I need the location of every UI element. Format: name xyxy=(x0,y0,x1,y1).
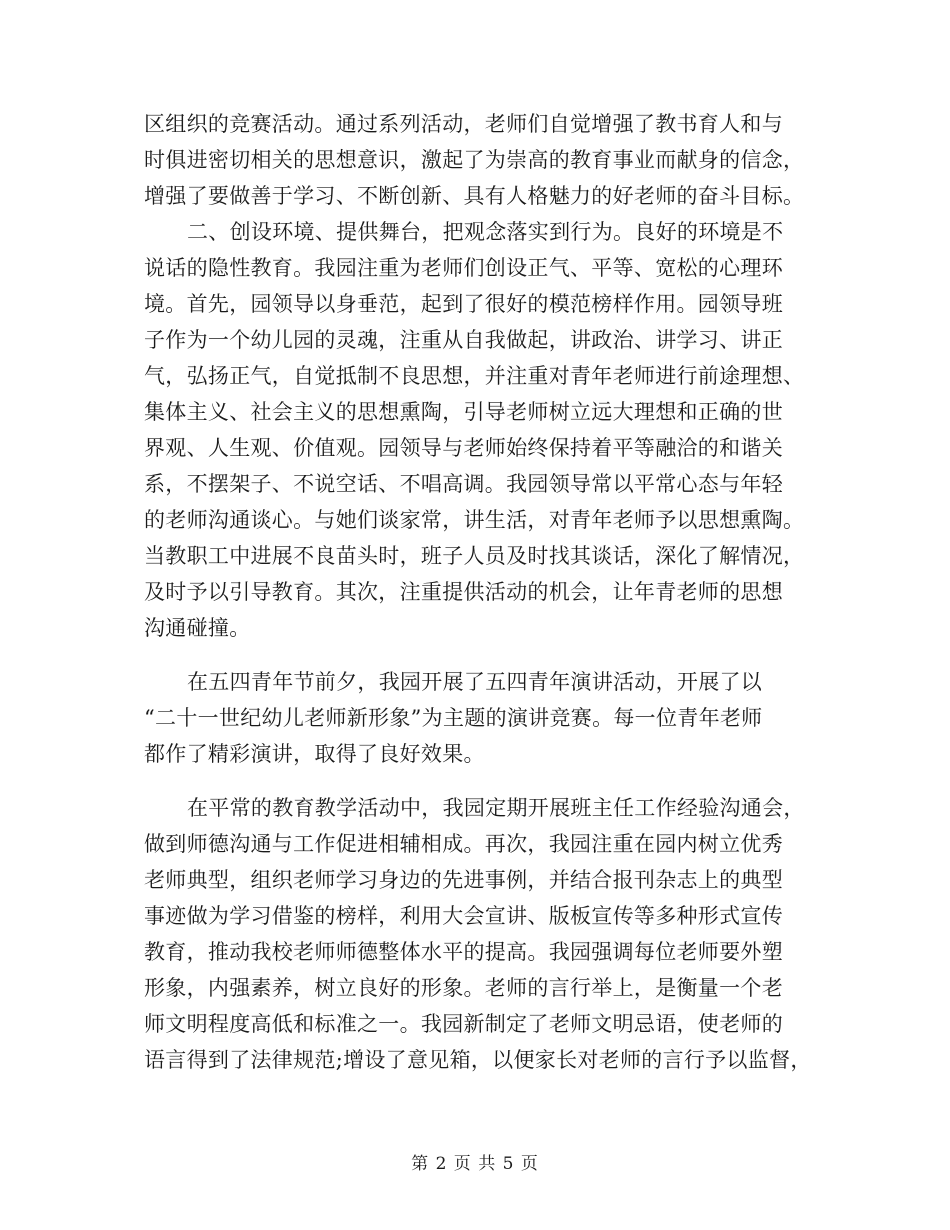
page-number-footer: 第 2 页 共 5 页 xyxy=(411,1154,539,1174)
text-line: 区组织的竞赛活动。通过系列活动，老师们自觉增强了教书育人和与 xyxy=(144,112,783,136)
text-line: 事迹做为学习借鉴的榜样，利用大会宣讲、版板宣传等多种形式宣传 xyxy=(144,904,783,928)
text-line: 沟通碰撞。 xyxy=(144,616,251,640)
text-line: 气，弘扬正气，自觉抵制不良思想，并注重对青年老师进行前途理想、 xyxy=(144,364,805,388)
text-line: 做到师德沟通与工作促进相辅相成。再次，我园注重在园内树立优秀 xyxy=(144,832,783,856)
text-line: 教育，推动我校老师师德整体水平的提高。我园强调每位老师要外塑 xyxy=(144,940,783,964)
text-line: 境。首先，园领导以身垂范，起到了很好的模范榜样作用。园领导班 xyxy=(144,292,783,316)
text-line: 集体主义、社会主义的思想熏陶，引导老师树立远大理想和正确的世 xyxy=(144,400,783,424)
text-line: “二十一世纪幼儿老师新形象”为主题的演讲竞赛。每一位青年老师 xyxy=(144,706,763,730)
text-line: 都作了精彩演讲，取得了良好效果。 xyxy=(144,742,485,766)
text-line: 当教职工中进展不良苗头时，班子人员及时找其谈话，深化了解情况， xyxy=(144,544,805,568)
text-line: 系，不摆架子、不说空话、不唱高调。我园领导常以平常心态与年轻 xyxy=(144,472,783,496)
text-line: 子作为一个幼儿园的灵魂，注重从自我做起，讲政治、讲学习、讲正 xyxy=(144,328,783,352)
text-line: 老师典型，组织老师学习身边的先进事例，并结合报刊杂志上的典型 xyxy=(144,868,783,892)
paragraph-start-line: 在平常的教育教学活动中，我园定期开展班主任工作经验沟通会， xyxy=(187,796,805,820)
text-line: 及时予以引导教育。其次，注重提供活动的机会，让年青老师的思想 xyxy=(144,580,783,604)
text-line: 时俱进密切相关的思想意识，激起了为崇高的教育事业而献身的信念， xyxy=(144,148,805,172)
paragraph-start-line: 在五四青年节前夕，我园开展了五四青年演讲活动，开展了以 xyxy=(187,670,763,694)
paragraph-start-line: 二、创设环境、提供舞台，把观念落实到行为。良好的环境是不 xyxy=(187,220,784,244)
text-line: 语言得到了法律规范;增设了意见箱，以便家长对老师的言行予以监督， xyxy=(144,1048,812,1072)
text-line: 增强了要做善于学习、不断创新、具有人格魅力的好老师的奋斗目标。 xyxy=(144,184,805,208)
text-line: 师文明程度高低和标准之一。我园新制定了老师文明忌语，使老师的 xyxy=(144,1012,783,1036)
text-line: 说话的隐性教育。我园注重为老师们创设正气、平等、宽松的心理环 xyxy=(144,256,783,280)
text-line: 界观、人生观、价值观。园领导与老师始终保持着平等融洽的和谐关 xyxy=(144,436,783,460)
text-line: 形象，内强素养，树立良好的形象。老师的言行举上，是衡量一个老 xyxy=(144,976,783,1000)
text-line: 的老师沟通谈心。与她们谈家常，讲生活，对青年老师予以思想熏陶。 xyxy=(144,508,805,532)
